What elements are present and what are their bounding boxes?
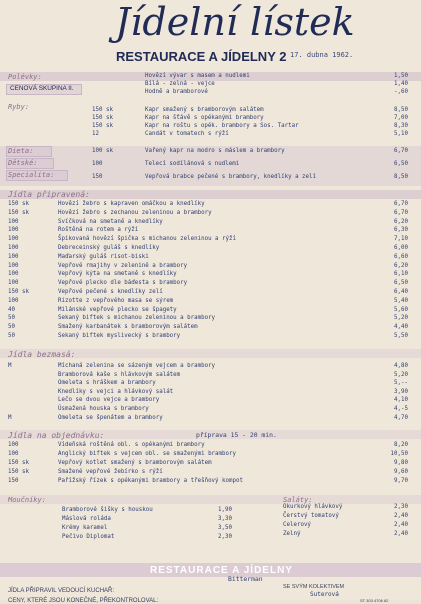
dish-quantity: 150 sk bbox=[8, 289, 29, 295]
dish-name: Sekaný biftek s michanou zeleninou a brambory bbox=[58, 315, 216, 322]
dish-name: Debreceinský guláš s knedlíky bbox=[58, 245, 160, 251]
dish-name: Vepřové pečené s knedlíky zelí bbox=[58, 289, 163, 295]
section-diet: Dieta: bbox=[8, 147, 34, 155]
list-item bbox=[0, 452, 421, 459]
list-item bbox=[0, 381, 421, 388]
list-item bbox=[0, 461, 421, 468]
list-item bbox=[0, 237, 421, 244]
dish-price: 6,40 bbox=[394, 289, 408, 295]
dish-price: 6,00 bbox=[394, 245, 408, 251]
list-item bbox=[0, 202, 421, 209]
dish-name: Celerový bbox=[283, 522, 311, 528]
dish-name: Lečo se dvou vejce a brambory bbox=[58, 397, 160, 404]
list-item bbox=[0, 443, 421, 450]
dish-price: 4,-5 bbox=[394, 406, 408, 412]
page-title: Jídelní lístek bbox=[115, 0, 355, 44]
list-item bbox=[0, 523, 421, 530]
dish-price: 2,30 bbox=[394, 504, 408, 510]
dish-price: 9,60 bbox=[394, 469, 408, 475]
dish-price: 6,30 bbox=[394, 227, 408, 234]
list-item: 12 Candát v tomatech s rýží 5,10 bbox=[92, 131, 408, 137]
dish-price: 4,70 bbox=[394, 414, 408, 421]
list-item bbox=[0, 272, 421, 279]
dish-price: 2,40 bbox=[394, 513, 408, 519]
section-meatless: Jídla bezmasá: bbox=[8, 350, 76, 359]
dish-quantity: 50 bbox=[8, 324, 15, 331]
section-soups: Polévky: bbox=[8, 73, 42, 81]
price-group-label: CENOVÁ SKUPINA II. bbox=[10, 85, 74, 92]
dish-name: Knedlíky s vejci a hlávkový salát bbox=[58, 388, 174, 395]
list-item: 150 sk Kapr smažený s bramborovým salátem 8,50 bbox=[92, 107, 408, 113]
dish-quantity: M bbox=[8, 363, 12, 369]
list-item bbox=[0, 416, 421, 423]
dish-price: 5,-- bbox=[394, 380, 408, 387]
dish-price: 2,40 bbox=[394, 531, 408, 537]
dish-name: Míchaná zelenina se sázeným vejcem a brambory bbox=[58, 363, 216, 369]
dish-name: Bramborové šišky s houskou bbox=[62, 507, 153, 513]
list-item: 150 sk Kapr na šťávě s opékanými brambory 7,00 bbox=[92, 115, 408, 121]
dish-quantity: 100 bbox=[8, 297, 19, 304]
dish-price: 1,90 bbox=[218, 507, 232, 513]
dish-quantity: 150 sk bbox=[8, 201, 29, 207]
dish-price: 6,60 bbox=[394, 253, 408, 260]
list-item bbox=[0, 514, 421, 521]
list-item bbox=[0, 334, 421, 341]
preparation-note: příprava 15 - 20 min. bbox=[196, 431, 277, 439]
section-kids: Dětské: bbox=[8, 159, 38, 167]
section-prepared: Jídla připravená: bbox=[8, 190, 90, 199]
section-on-order: Jídla na objednávku: bbox=[8, 431, 105, 440]
dish-quantity: 100 bbox=[8, 227, 19, 234]
dessert-band bbox=[0, 495, 421, 504]
dish-name: Smažený karbanátek s bramborovým salátem bbox=[58, 324, 198, 331]
footer-prices: CENY, KTERÉ JSOU KONEČNÉ, PŘEKONTROLOVAL: bbox=[8, 598, 159, 604]
list-item bbox=[0, 299, 421, 306]
dish-price: 5,20 bbox=[394, 315, 408, 322]
dish-name: Vepřové plecko dle báďesta s brambory bbox=[58, 280, 188, 287]
dish-name: Hovězí žebro s zechanou zeleninou a brambory bbox=[58, 209, 212, 216]
dish-price: 9,80 bbox=[394, 460, 408, 466]
dish-name: Pečivo Diplomat bbox=[62, 534, 115, 540]
dish-price: 6,10 bbox=[394, 271, 408, 278]
dish-name: Rizotte z vepřového masa se sýrem bbox=[58, 297, 174, 304]
dish-quantity: 100 bbox=[8, 218, 19, 225]
list-item: 100 Telecí sodílánová s nudlemi 6,50 bbox=[92, 161, 408, 167]
dish-name: Vídeňská roštěná obl. s opékanými brambory bbox=[58, 442, 205, 448]
dish-price: 8,20 bbox=[394, 442, 408, 448]
footer-collective: SE SVÝM KOLEKTIVEM bbox=[283, 584, 345, 590]
dish-price: 2,30 bbox=[218, 534, 232, 540]
dish-name: Milánské vepřové plecko se špagety bbox=[58, 306, 177, 313]
dish-name: Omeleta se špenátem a brambory bbox=[58, 414, 163, 421]
list-item bbox=[0, 470, 421, 477]
dish-quantity: 100 bbox=[8, 280, 19, 287]
print-code: ST 303 4706 62 bbox=[360, 598, 389, 603]
list-item bbox=[0, 373, 421, 380]
list-item: Bílá - zelná - vejce 1,40 bbox=[145, 81, 408, 87]
dish-name: Svíčková na smetaně a knedlíky bbox=[58, 218, 163, 225]
dish-price: 2,40 bbox=[394, 522, 408, 528]
dish-name: Maďarský guláš risot-biski bbox=[58, 253, 149, 260]
list-item: 150 sk Kapr na roštu s opék. brambory a Sos. Tartar 8,30 bbox=[92, 123, 408, 129]
dish-name: Vepřový kýta na smetaně s knedlíky bbox=[58, 271, 177, 278]
dish-price: 6,20 bbox=[394, 218, 408, 225]
dish-quantity: 50 bbox=[8, 315, 15, 322]
dish-name: Anglický biftek s vejcem obl. se smaženými brambory bbox=[58, 451, 236, 457]
dish-name: Smažené vepřové žebírko s rýží bbox=[58, 469, 163, 475]
dish-price: 5,50 bbox=[394, 333, 408, 339]
dish-quantity: 100 bbox=[8, 271, 19, 278]
dish-quantity: 100 bbox=[8, 451, 19, 457]
section-specialty: Specialita: bbox=[8, 171, 55, 179]
dish-quantity: 150 sk bbox=[8, 209, 29, 216]
dish-name: Sekaný biftek myslivecký s brambory bbox=[58, 333, 181, 339]
dish-price: 7,10 bbox=[394, 236, 408, 243]
menu-date: 17. dubna 1962. bbox=[290, 51, 354, 59]
section-desserts: Moučníky: bbox=[8, 496, 46, 504]
dish-price: 5,60 bbox=[394, 306, 408, 313]
dish-price: 5,20 bbox=[394, 371, 408, 378]
list-item bbox=[0, 246, 421, 253]
list-item: Hodně a bramborové -,60 bbox=[145, 89, 408, 95]
dish-price: 10,50 bbox=[390, 451, 408, 457]
dish-price: 6,70 bbox=[394, 209, 408, 216]
list-item bbox=[0, 255, 421, 262]
dish-name: Okurkový hlávkový bbox=[283, 504, 343, 510]
dish-price: 4,10 bbox=[394, 397, 408, 404]
dish-quantity: 150 bbox=[8, 478, 19, 484]
dish-name: Špikovaná hovězí špička s michanou zeleninou a rýží bbox=[58, 236, 236, 243]
signature-bitterman: Bitterman bbox=[228, 575, 263, 583]
list-item bbox=[0, 211, 421, 218]
dish-name: Vepřový kotlet smažený s bramborovým salátem bbox=[58, 460, 212, 466]
dish-quantity: 100 bbox=[8, 245, 19, 251]
dish-price: 6,20 bbox=[394, 262, 408, 269]
list-item bbox=[0, 364, 421, 371]
dish-price: 9,70 bbox=[394, 478, 408, 484]
dish-price: 5,40 bbox=[394, 297, 408, 304]
stamp-text: RESTAURACE A JÍDELNY bbox=[150, 565, 293, 576]
restaurant-name: RESTAURACE A JÍDELNY 2 bbox=[116, 49, 287, 64]
dish-price: 6,70 bbox=[394, 201, 408, 207]
list-item bbox=[0, 220, 421, 227]
dish-name: Úsmažená houska s brambory bbox=[58, 406, 149, 412]
list-item bbox=[0, 290, 421, 297]
section-fish: Ryby: bbox=[8, 103, 30, 111]
section-salads: Saláty: bbox=[283, 496, 313, 504]
list-item bbox=[0, 407, 421, 414]
dish-quantity: M bbox=[8, 414, 12, 421]
dish-price: 4,40 bbox=[394, 324, 408, 331]
dish-name: Krémy karamel bbox=[62, 525, 108, 531]
dish-name: Roštěná na rotem a rýží bbox=[58, 227, 139, 234]
dish-quantity: 100 bbox=[8, 236, 19, 243]
list-item bbox=[0, 308, 421, 315]
list-item: 100 sk Vařený kapr na modro s máslem a brambory 6,70 bbox=[92, 148, 408, 154]
dish-name: Omeleta s hráškem a brambory bbox=[58, 380, 156, 387]
dish-name: Čerstvý tomatový bbox=[283, 513, 339, 519]
list-item bbox=[0, 316, 421, 323]
dish-quantity: 40 bbox=[8, 306, 15, 313]
signature-suterova: Suterová bbox=[310, 591, 339, 598]
list-item bbox=[0, 479, 421, 486]
dish-quantity: 100 bbox=[8, 442, 19, 448]
dish-price: 6,50 bbox=[394, 280, 408, 287]
dish-price: 4,80 bbox=[394, 363, 408, 369]
list-item bbox=[0, 228, 421, 235]
list-item bbox=[0, 264, 421, 271]
dish-quantity: 100 bbox=[8, 262, 19, 269]
dish-name: Pařížský řízek s opékanými brambory a třešňový kompot bbox=[58, 478, 243, 484]
list-item: 150 Vepřová brabce pečené s brambory, knedlíky a zelí 8,50 bbox=[92, 174, 408, 180]
dish-name: Vepřové rmajihy v zelenině a brambory bbox=[58, 262, 188, 269]
dish-name: Hovězí žebro s kapraven omáčkou a knedlíky bbox=[58, 201, 205, 207]
list-item bbox=[0, 390, 421, 397]
dish-quantity: 150 sk bbox=[8, 460, 29, 466]
list-item bbox=[0, 505, 421, 512]
list-item: Hovězí vývar s masem a nudlemi 1,50 bbox=[145, 73, 408, 79]
list-item bbox=[0, 281, 421, 288]
dish-price: 3,90 bbox=[394, 388, 408, 395]
dish-quantity: 50 bbox=[8, 333, 15, 339]
dish-price: 3,50 bbox=[218, 525, 232, 531]
dish-price: 3,30 bbox=[218, 516, 232, 522]
list-item bbox=[0, 398, 421, 405]
list-item bbox=[0, 532, 421, 539]
dish-quantity: 150 sk bbox=[8, 469, 29, 475]
dish-quantity: 100 bbox=[8, 253, 19, 260]
footer-cook: JÍDLA PŘIPRAVIL VEDOUCÍ KUCHAŘ: bbox=[8, 588, 115, 594]
list-item bbox=[0, 325, 421, 332]
dish-name: Zelný bbox=[283, 531, 301, 537]
dish-name: Bramborová kaše s hlávkovým salátem bbox=[58, 371, 181, 378]
dish-name: Máslová roláda bbox=[62, 516, 111, 522]
